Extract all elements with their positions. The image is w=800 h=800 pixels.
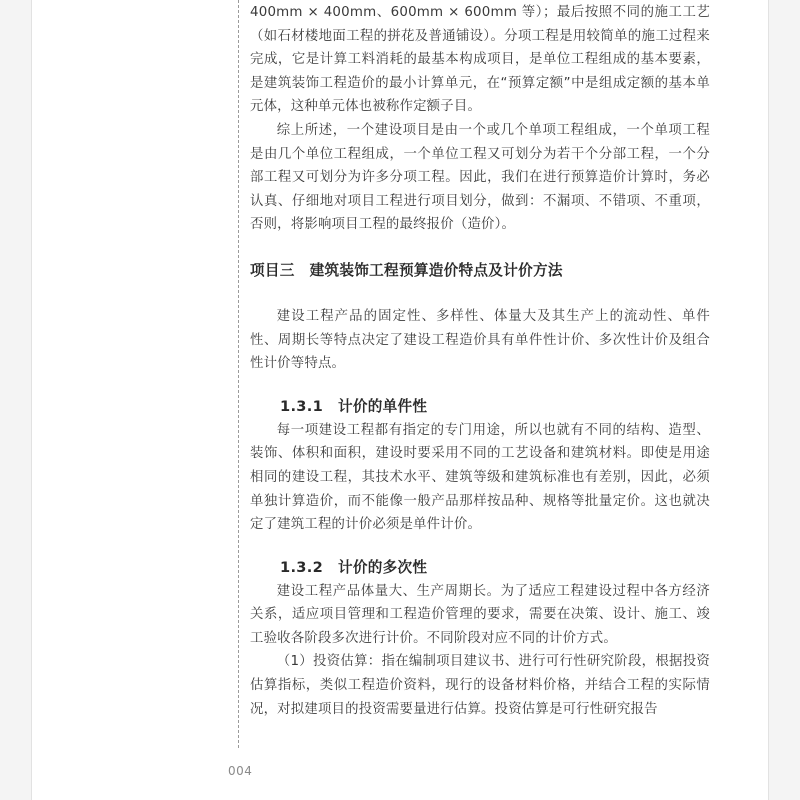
paragraph-investment-estimate: （1）投资估算：指在编制项目建议书、进行可行性研究阶段，根据投资估算指标，类似工程造价资料，现行的设备材料价格，并结合工程的实际情况，对拟建项目的投资需要量进行估算。投资估算是可行性研究报告 bbox=[250, 654, 710, 717]
section-title-1-3-1: 1.3.1 计价的单件性 bbox=[280, 397, 428, 415]
margin-dashed-line bbox=[238, 0, 239, 748]
page-number: 004 bbox=[228, 764, 253, 778]
section-title-1-3-2: 1.3.2 计价的多次性 bbox=[280, 558, 428, 576]
project-title: 项目三 建筑装饰工程预算造价特点及计价方法 bbox=[250, 261, 563, 279]
book-page bbox=[31, 0, 769, 800]
paragraph-multiple-pricing: 建设工程产品体量大、生产周期长。为了适应工程建设过程中各方经济关系，适应项目管理和工程造价管理的要求，需要在决策、设计、施工、竣工验收各阶段多次进行计价。不同阶段对应不同的计价方式。 bbox=[250, 583, 710, 646]
paragraph-single-pricing: 每一项建设工程都有指定的专门用途，所以也就有不同的结构、造型、装饰、体积和面积，建设时要采用不同的工艺设备和建筑材料。即使是用途相同的建设工程，其技术水平、建筑等级和建筑标准也有差别，因此，必须单独计算造价，而不能像一般产品那样按品种、规格等批量定价。这也就决定了建筑工程的计价必须是单件计价。 bbox=[250, 422, 710, 533]
paragraph-pricing-features: 建设工程产品的固定性、多样性、体量大及其生产上的流动性、单件性、周期长等特点决定了建设工程造价具有单件性计价、多次性计价及组合性计价等特点。 bbox=[250, 308, 710, 372]
page-text-column bbox=[250, 0, 710, 721]
paragraph-summary: 综上所述，一个建设项目是由一个或几个单项工程组成，一个单项工程是由几个单位工程组成，一个单位工程又可划分为若干个分部工程，一个分部工程又可划分为许多分项工程。因此，我们在进行预算造价计算时，务必认真、仔细地对项目工程进行项目划分，做到：不漏项、不错项、不重项，否则，将影响项目工程的最终报价（造价）。 bbox=[250, 122, 710, 233]
paragraph-subitem-definition: 400mm × 400mm、600mm × 600mm 等）；最后按照不同的施工工艺（如石材楼地面工程的拼花及普通铺设）。分项工程是用较简单的施工过程来完成，它是计算工料消耗的最基本构成项目，是单位工程组成的基本要素，是建筑装饰工程造价的最小计算单元，在“预算定额”中是组成定额的基本单元体，这种单元体也被称作定额子目。 bbox=[250, 5, 710, 115]
